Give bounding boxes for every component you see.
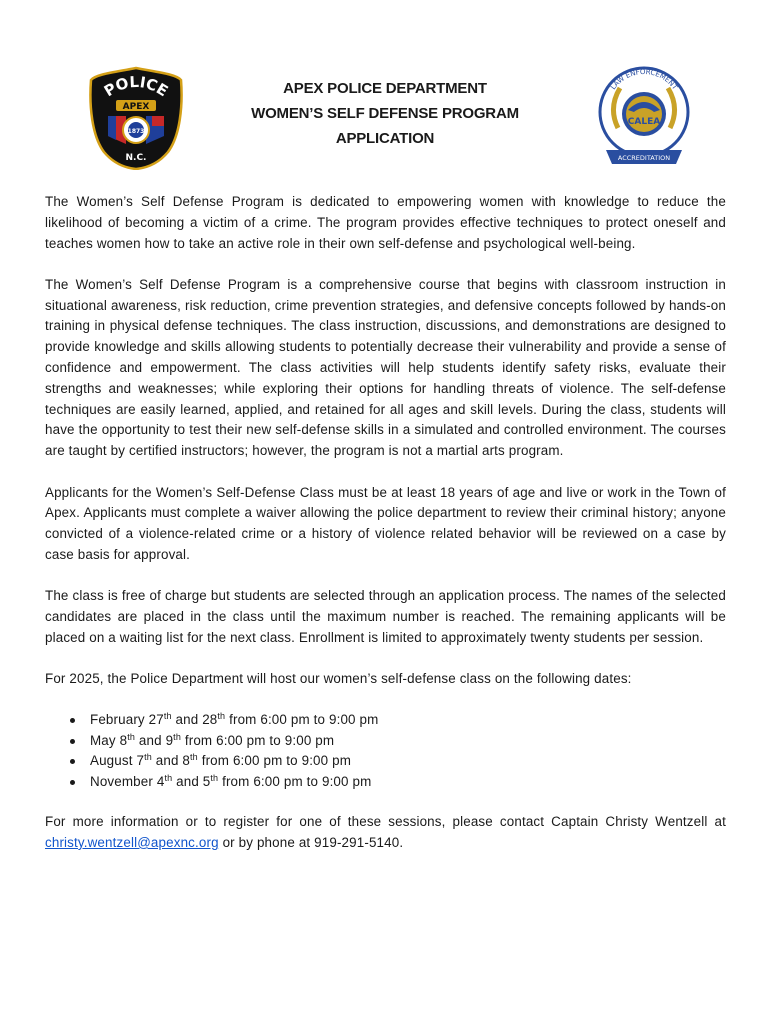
schedule-intro-paragraph: For 2025, the Police Department will host our women’s self-defense class on the following dates:: [45, 671, 632, 687]
badge-ribbon-text: APEX: [122, 102, 150, 112]
intro-paragraph: The Women’s Self Defense Program is dedicated to empowering women with knowledge to reduce the likelihood of becoming a victim of a crime. The program provides effective techniques to protect oneself and teaches women how to take an active role in their own self-defense and psychological well-being.: [45, 194, 726, 251]
selection-paragraph: The class is free of charge but students are selected through an application process. The names of the selected candidates are placed in the class until the maximum number is reached. The remaining applicants will be placed on a waiting list for the next class. Enrollment is limited to approximately twenty students per session.: [45, 588, 726, 645]
badge-year-text: 1873: [127, 128, 145, 135]
title-line-department: APEX POLICE DEPARTMENT: [283, 80, 487, 97]
title-line-application: APPLICATION: [335, 130, 435, 147]
seal-center-text: CALEA: [627, 117, 661, 127]
document-title: [200, 76, 570, 151]
contact-paragraph: For more information or to register for one of these sessions, please contact Captain Christy Wentzell at christy.wentzell@apexnc.org or by phone at 919-291-5140.: [45, 814, 726, 850]
eligibility-paragraph: Applicants for the Women’s Self-Defense Class must be at least 18 years of age and live or work in the Town of Apex. Applicants must complete a waiver allowing the police department to review their criminal history; anyone convicted of a violence-related crime or a history of violence related behavior will be reviewed on a case by case basis for approval.: [45, 484, 726, 562]
contact-email-link[interactable]: christy.wentzell@apexnc.org: [45, 834, 219, 850]
badge-top-text: POLICE: [100, 72, 172, 101]
document-body: [45, 192, 726, 874]
list-item: August 7th and 8th from 6:00 pm to 9:00 pm: [90, 751, 726, 771]
calea-accreditation-seal-logo: [598, 64, 690, 174]
class-dates-list: [45, 710, 726, 792]
program-description-paragraph: The Women’s Self Defense Program is a comprehensive course that begins with classroom instruction in situational awareness, risk reduction, crime prevention strategies, and defensive concepts followed by hands-on training in physical defense techniques. The class instruction, discussions, and demonstrations are designed to provide knowledge and skills allowing students to potentially decrease their vulnerability and provide a sense of confidence and empowerment. The class activities will help students identify safety risks, evaluate their strengths and weaknesses; while exploring their options for handling threats of violence. The self-defense techniques are easily learned, applied, and retained for all ages and skill levels. During the class, students will have the opportunity to test their new self-defense skills in a simulated and controlled environment. The courses are taught by certified instructors; however, the program is not a martial arts program.: [45, 276, 726, 459]
seal-bottom-text: ACCREDITATION: [617, 154, 671, 162]
list-item: February 27th and 28th from 6:00 pm to 9:00 pm: [90, 710, 726, 730]
badge-bottom-text: N.C.: [125, 153, 147, 163]
list-item: May 8th and 9th from 6:00 pm to 9:00 pm: [90, 731, 726, 751]
list-item: November 4th and 5th from 6:00 pm to 9:00 pm: [90, 772, 726, 792]
title-line-program: WOMEN’S SELF DEFENSE PROGRAM: [251, 105, 519, 122]
seal-top-text: LAW ENFORCEMENT: [609, 67, 679, 92]
apex-police-badge-logo: [88, 66, 184, 170]
